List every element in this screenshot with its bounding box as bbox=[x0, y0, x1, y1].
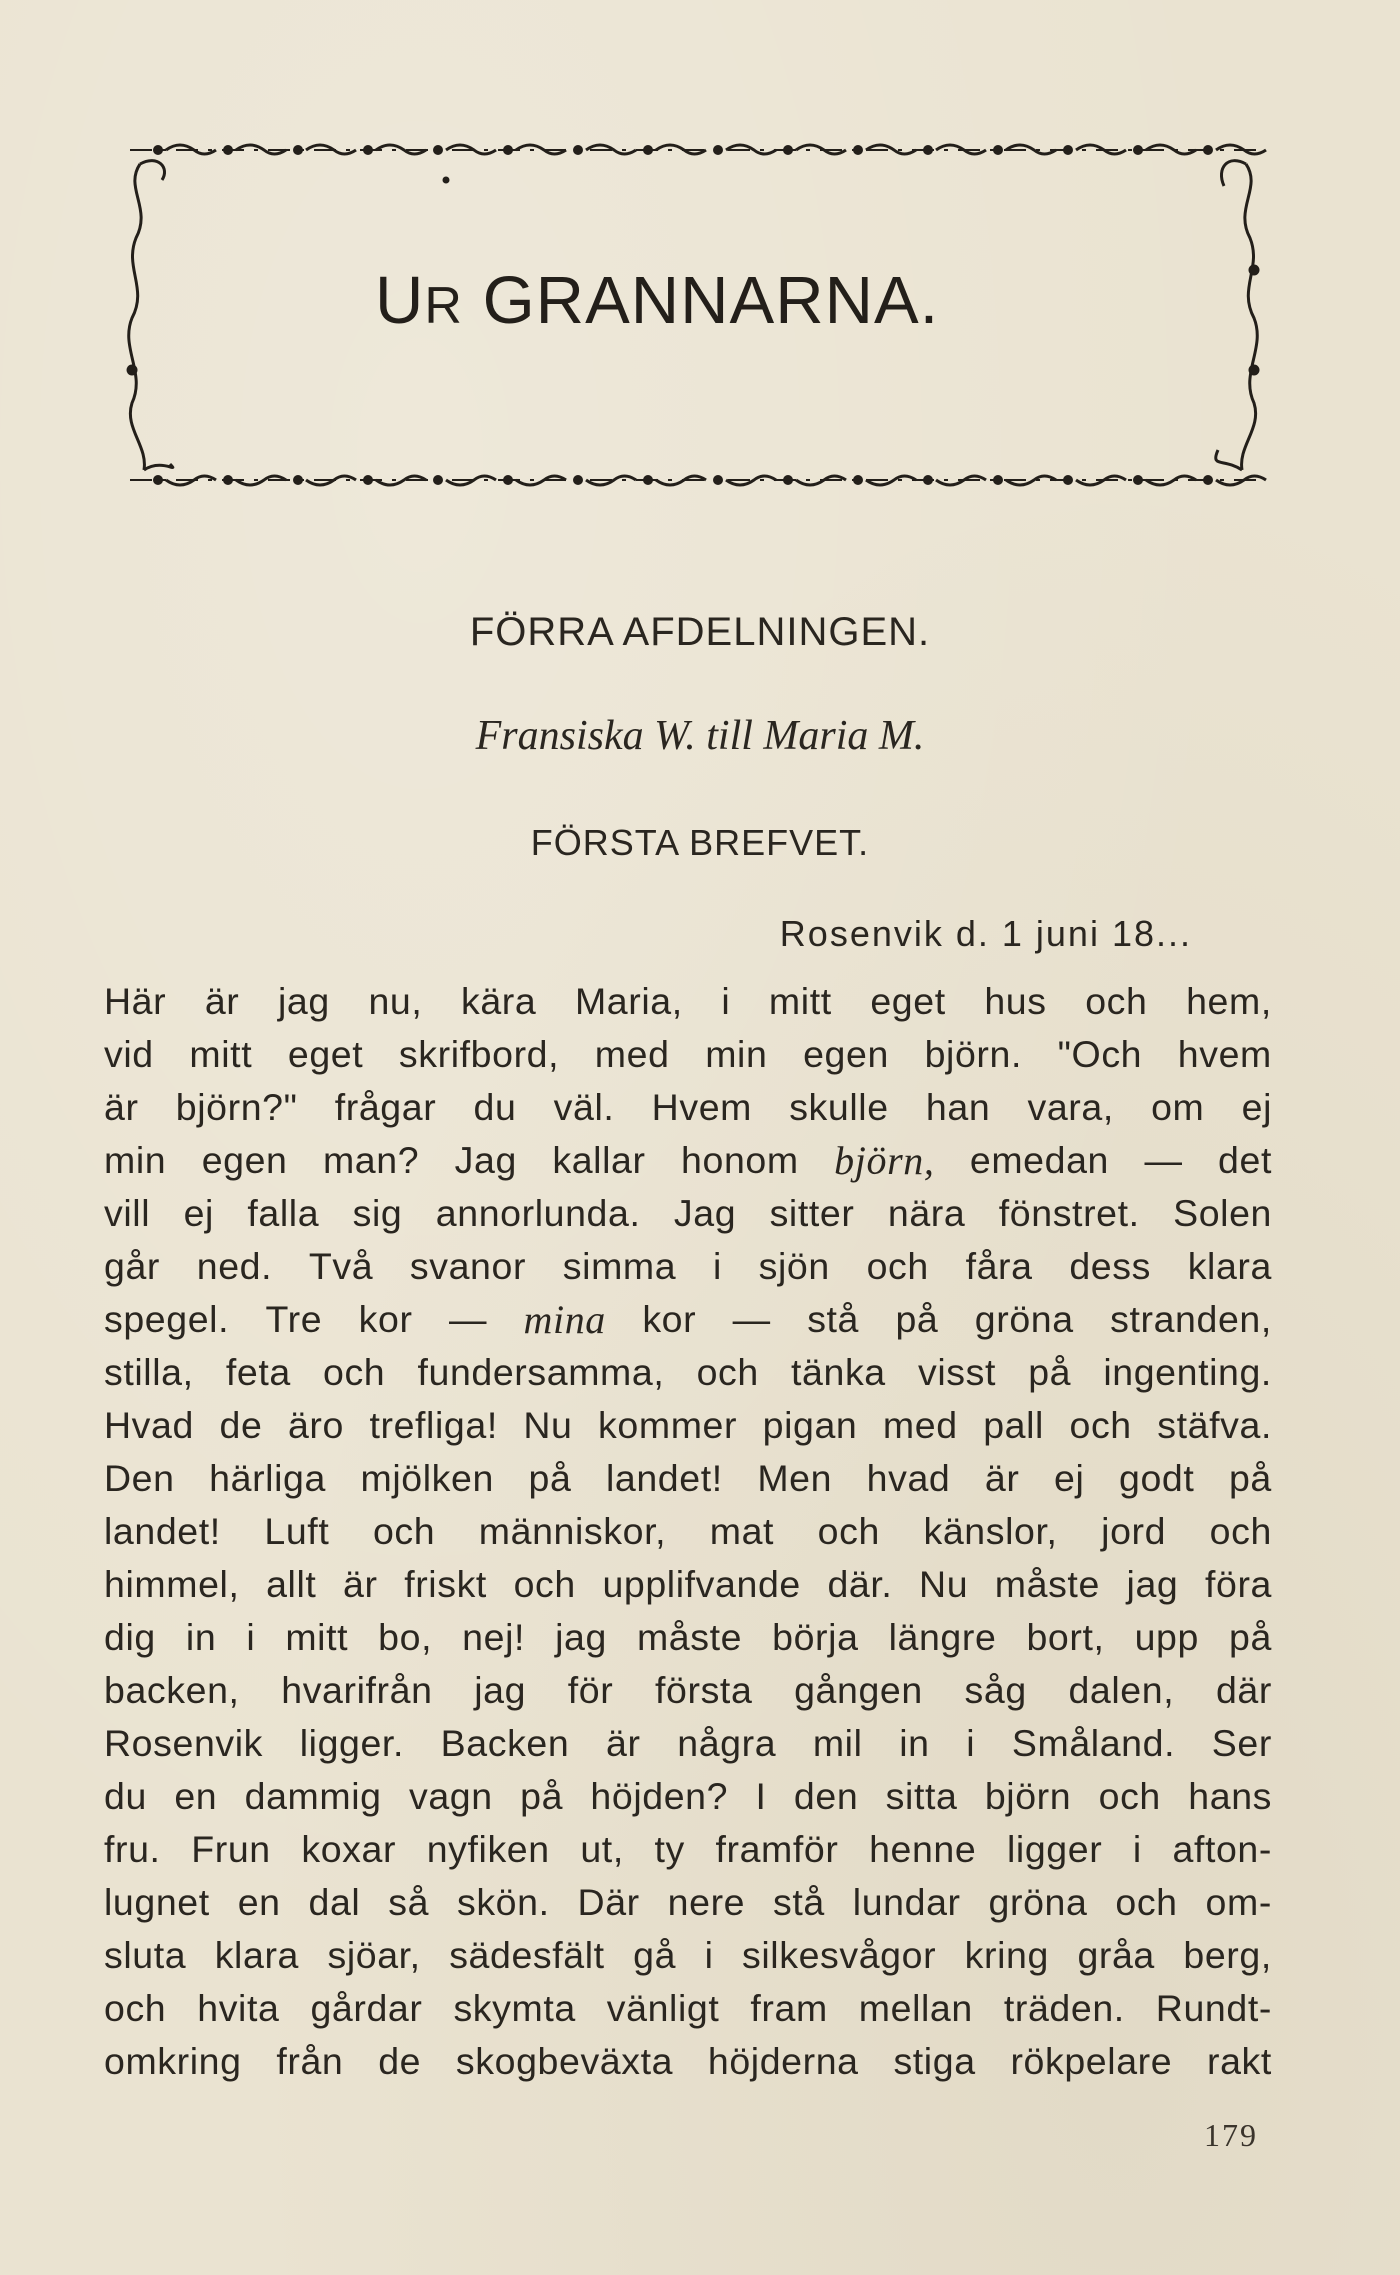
body-line: fru. Frun koxar nyfiken ut, ty framför henne ligger i afton- bbox=[104, 1828, 1272, 1870]
body-line: Här är jag nu, kära Maria, i mitt eget hus och hem, bbox=[104, 980, 1272, 1022]
body-line: är björn?" frågar du väl. Hvem skulle han vara, om ej bbox=[104, 1086, 1272, 1128]
body-line: min egen man? Jag kallar honom björn, emedan — det bbox=[104, 1138, 1272, 1183]
body-line: sluta klara sjöar, sädesfält gå i silkesvågor kring gråa berg, bbox=[104, 1934, 1272, 1976]
body-line: vid mitt eget skrifbord, med min egen björn. "Och hvem bbox=[104, 1033, 1272, 1075]
body-line: himmel, allt är friskt och upplifvande där. Nu måste jag föra bbox=[104, 1563, 1272, 1605]
body-line: Den härliga mjölken på landet! Men hvad är ej godt på bbox=[104, 1457, 1272, 1499]
body-line: backen, hvarifrån jag för första gången såg dalen, där bbox=[104, 1669, 1272, 1711]
body-line: dig in i mitt bo, nej! jag måste börja längre bort, upp på bbox=[104, 1616, 1272, 1658]
body-line: går ned. Två svanor simma i sjön och fåra dess klara bbox=[104, 1245, 1272, 1287]
chapter-title-initial-rest: R bbox=[424, 277, 463, 335]
body-line: Hvad de äro trefliga! Nu kommer pigan med pall och stäfva. bbox=[104, 1404, 1272, 1446]
body-line: omkring från de skogbeväxta höjderna stiga rökpelare rakt bbox=[104, 2040, 1272, 2082]
body-line: landet! Luft och människor, mat och känslor, jord och bbox=[104, 1510, 1272, 1552]
letter-body bbox=[104, 975, 1272, 2088]
body-line: Rosenvik ligger. Backen är några mil in i Småland. Ser bbox=[104, 1722, 1272, 1764]
letter-title: FÖRSTA BREFVET. bbox=[530, 822, 870, 863]
chapter-title-rest: GRANNARNA. bbox=[462, 263, 940, 338]
body-line: stilla, feta och fundersamma, och tänka visst på ingenting. bbox=[104, 1351, 1272, 1393]
chapter-title bbox=[375, 262, 939, 339]
page-number: 179 bbox=[1204, 2117, 1258, 2153]
body-line: spegel. Tre kor — mina kor — stå på gröna stranden, bbox=[104, 1297, 1272, 1342]
chapter-title-initial: U bbox=[375, 263, 425, 338]
letter-correspondents: Fransiska W. till Maria M. bbox=[475, 713, 925, 759]
body-line: lugnet en dal så skön. Där nere stå lundar gröna och om- bbox=[104, 1881, 1272, 1923]
body-line: du en dammig vagn på höjden? I den sitta björn och hans bbox=[104, 1775, 1272, 1817]
part-title: FÖRRA AFDELNINGEN. bbox=[469, 610, 931, 654]
letter-dateline: Rosenvik d. 1 juni 18... bbox=[779, 913, 1192, 954]
body-line: vill ej falla sig annorlunda. Jag sitter nära fönstret. Solen bbox=[104, 1192, 1272, 1234]
body-line: och hvita gårdar skymta vänligt fram mellan träden. Rundt- bbox=[104, 1987, 1272, 2029]
